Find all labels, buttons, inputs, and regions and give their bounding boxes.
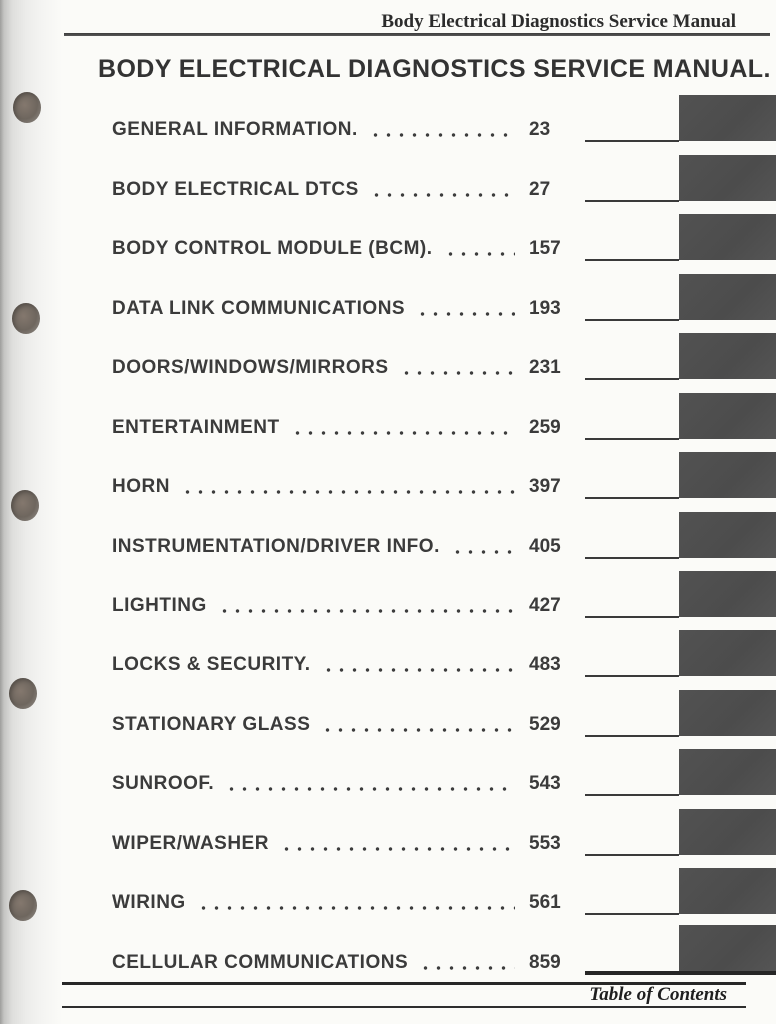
index-tab: [679, 214, 776, 260]
dot-leader: [319, 727, 515, 733]
toc-page-number: 259: [529, 416, 561, 438]
index-tab: [679, 333, 776, 379]
footer-rule-bottom: [62, 1006, 746, 1008]
index-tab: [679, 571, 776, 617]
toc-row: [0, 499, 776, 558]
toc-row: [0, 618, 776, 677]
toc-entry: [112, 537, 569, 557]
index-tab: [679, 393, 776, 439]
index-tab: [679, 690, 776, 736]
toc-page-number: 157: [529, 238, 561, 260]
toc-page-number: 193: [529, 297, 561, 319]
dot-leader: [417, 965, 515, 971]
toc-entry: [112, 180, 569, 200]
toc-entry-label: INSTRUMENTATION/DRIVER INFO.: [112, 535, 440, 557]
toc-entry-label: WIPER/WASHER: [112, 832, 269, 854]
dot-leader: [442, 251, 515, 257]
dot-leader: [368, 192, 515, 198]
toc-entry: [112, 774, 569, 794]
index-tab: [679, 452, 776, 498]
dot-leader: [320, 667, 515, 673]
dot-leader: [414, 311, 515, 317]
toc-page-number: 27: [529, 178, 551, 200]
toc-row: [0, 380, 776, 439]
toc-entry: [112, 358, 569, 378]
dot-leader: [179, 489, 515, 495]
dot-leader: [398, 370, 516, 376]
toc-entry: [112, 655, 569, 675]
dot-leader: [278, 846, 515, 852]
index-tab: [679, 925, 776, 971]
toc-row: [0, 83, 776, 142]
toc-entry-label: GENERAL INFORMATION.: [112, 119, 358, 141]
toc-row: [0, 559, 776, 618]
toc-page-number: 529: [529, 713, 561, 735]
toc-entry: [112, 477, 569, 497]
toc-page-number: 543: [529, 773, 561, 795]
toc-entry-label: CELLULAR COMMUNICATIONS: [112, 951, 409, 973]
toc-entry: [112, 239, 569, 259]
toc-row: [0, 142, 776, 201]
toc-page-number: 427: [529, 594, 561, 616]
toc-entry: [112, 893, 569, 913]
index-tab: [679, 155, 776, 201]
toc-entry-label: ENTERTAINMENT: [112, 416, 280, 438]
footer-label: Table of Contents: [589, 984, 727, 1005]
toc-entry-label: BODY ELECTRICAL DTCS: [112, 178, 359, 200]
index-tab: [679, 868, 776, 914]
dot-leader: [289, 430, 515, 436]
index-tab: [679, 749, 776, 795]
toc-row: [0, 737, 776, 796]
toc-page-number: 397: [529, 476, 561, 498]
toc-row: [0, 796, 776, 855]
toc-entry: [112, 715, 569, 735]
toc-entry-label: BODY CONTROL MODULE (BCM).: [112, 238, 433, 260]
toc-entry-label: LOCKS & SECURITY.: [112, 654, 311, 676]
running-header: Body Electrical Diagnostics Service Manual: [381, 11, 736, 32]
toc-entry: [112, 596, 569, 616]
toc-row: [0, 677, 776, 736]
table-of-contents: [0, 83, 776, 975]
toc-entry: [112, 120, 569, 140]
index-tab: [679, 512, 776, 558]
entry-underline: [585, 971, 776, 975]
toc-entry: [112, 834, 569, 854]
toc-page-number: 553: [529, 832, 561, 854]
toc-entry-label: STATIONARY GLASS: [112, 713, 311, 735]
page-title: BODY ELECTRICAL DIAGNOSTICS SERVICE MANUAL.: [98, 55, 771, 83]
index-tab: [679, 809, 776, 855]
dot-leader: [195, 905, 515, 911]
toc-row: [0, 440, 776, 499]
toc-page-number: 405: [529, 535, 561, 557]
dot-leader: [223, 786, 515, 792]
header-rule: [64, 33, 770, 36]
toc-entry-label: LIGHTING: [112, 594, 207, 616]
toc-entry-label: HORN: [112, 476, 170, 498]
toc-row: [0, 915, 776, 974]
toc-page-number: 23: [529, 119, 551, 141]
index-tab: [679, 95, 776, 141]
toc-entry: [112, 953, 569, 973]
dot-leader: [449, 549, 515, 555]
toc-entry: [112, 418, 569, 438]
toc-row: [0, 202, 776, 261]
dot-leader: [367, 132, 515, 138]
toc-page-number: 561: [529, 892, 561, 914]
index-tab: [679, 274, 776, 320]
toc-page-number: 231: [529, 357, 561, 379]
toc-entry-label: SUNROOF.: [112, 773, 215, 795]
dot-leader: [216, 608, 515, 614]
toc-entry-label: DOORS/WINDOWS/MIRRORS: [112, 357, 389, 379]
toc-entry: [112, 299, 569, 319]
toc-page-number: 483: [529, 654, 561, 676]
toc-entry-label: WIRING: [112, 892, 186, 914]
toc-row: [0, 321, 776, 380]
index-tab: [679, 630, 776, 676]
toc-row: [0, 856, 776, 915]
toc-entry-label: DATA LINK COMMUNICATIONS: [112, 297, 406, 319]
toc-row: [0, 261, 776, 320]
toc-page-number: 859: [529, 951, 561, 973]
